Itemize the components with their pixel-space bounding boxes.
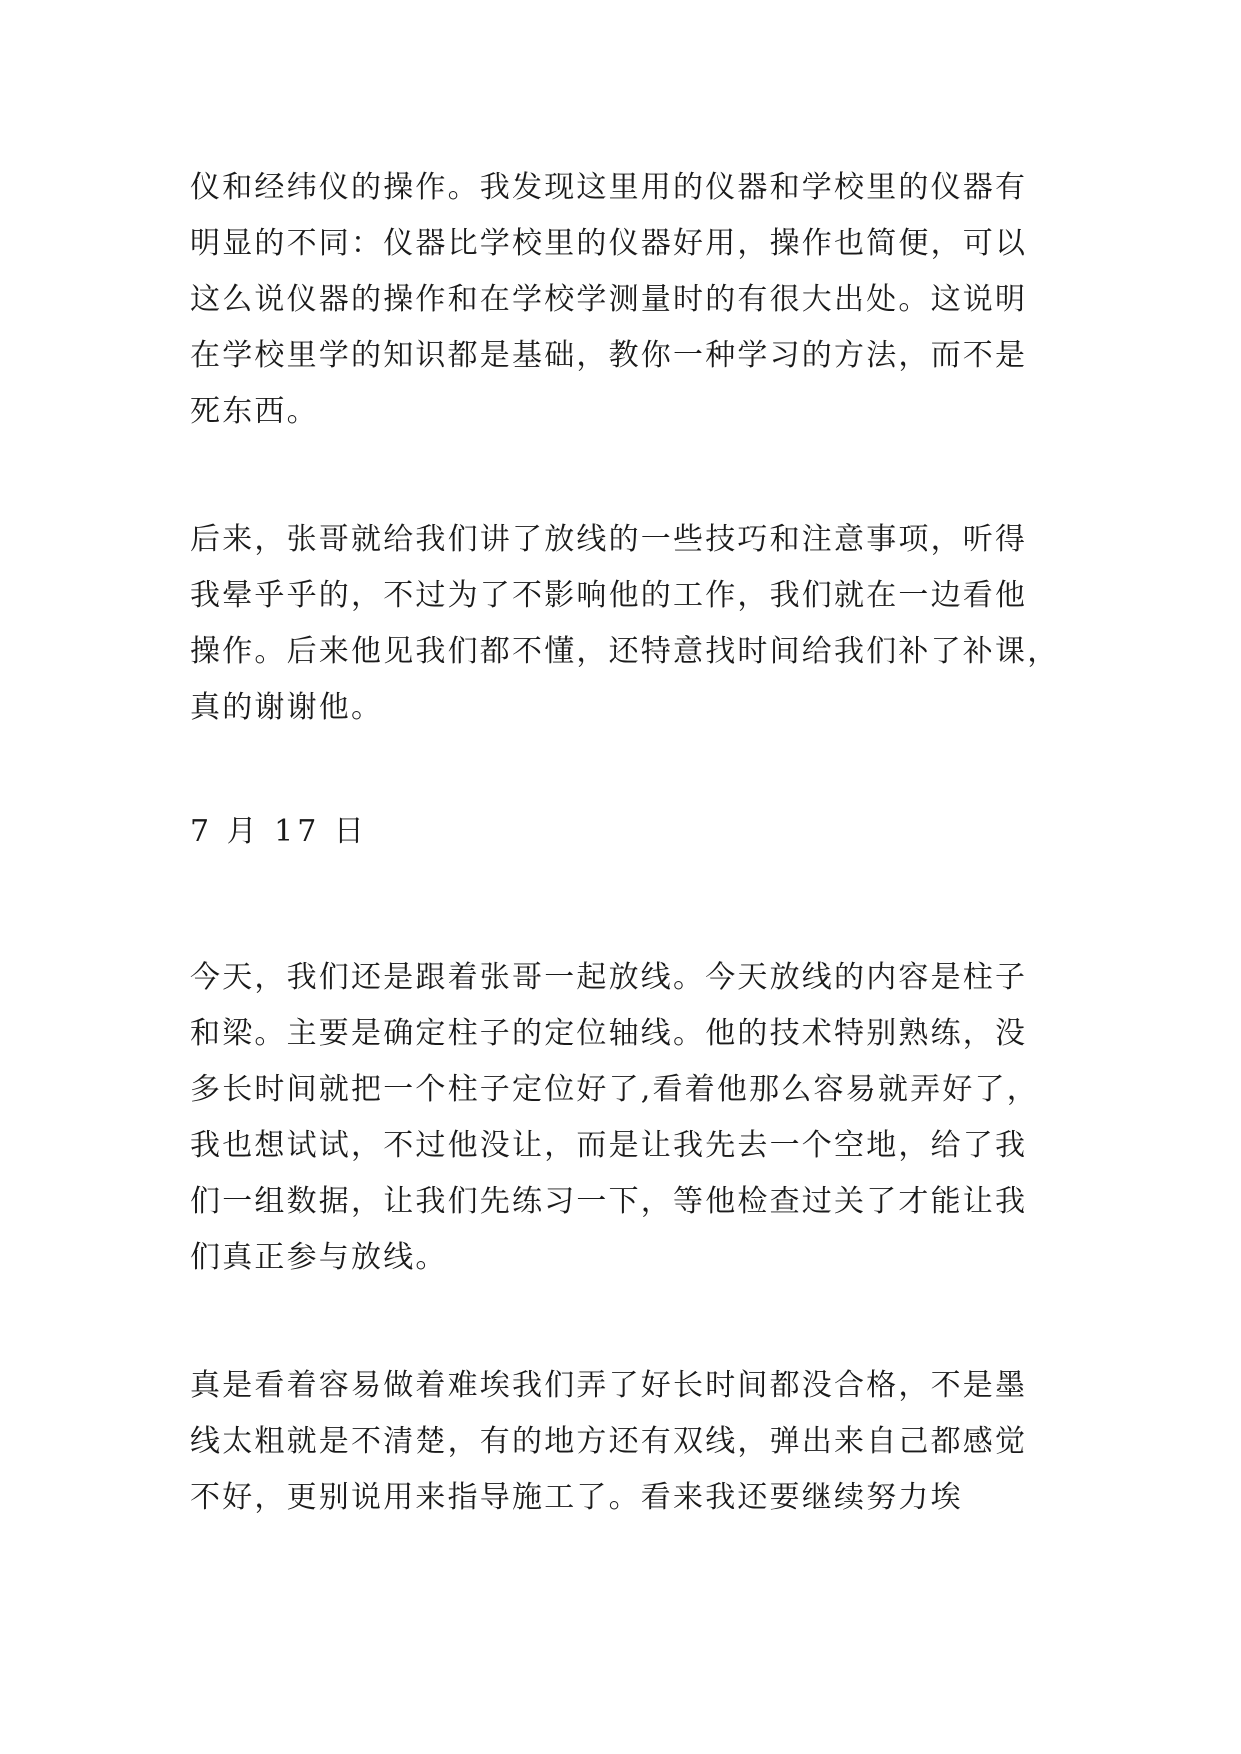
date-heading-block: [190, 804, 1050, 860]
paragraph-layout-tips: [190, 512, 1060, 736]
paragraph-spacer: [190, 440, 1050, 512]
text-line: 真是看着容易做着难埃我们弄了好长时间都没合格，不是墨: [190, 1368, 1028, 1403]
text-line: 死东西。: [190, 394, 319, 429]
paragraph-spacer: [190, 736, 1050, 804]
text-line: 操作。后来他见我们都不懂，还特意找时间给我们补了补课，: [190, 634, 1060, 669]
text-line: 我晕乎乎的，不过为了不影响他的工作，我们就在一边看他: [190, 578, 1028, 613]
text-line: 在学校里学的知识都是基础，教你一种学习的方法，而不是: [190, 338, 1028, 373]
paragraph-instrument-comparison: [190, 160, 1050, 440]
text-line: 后来，张哥就给我们讲了放线的一些技巧和注意事项，听得: [190, 522, 1028, 557]
text-line: 我也想试试，不过他没让，而是让我先去一个空地，给了我: [190, 1128, 1028, 1163]
date-heading: 7 月 17 日: [190, 814, 368, 849]
text-line: 们一组数据，让我们先练习一下，等他检查过关了才能让我: [190, 1184, 1028, 1219]
text-line: 今天，我们还是跟着张哥一起放线。今天放线的内容是柱子: [190, 960, 1028, 995]
paragraph-column-axis: [190, 950, 1050, 1286]
text-line: 和梁。主要是确定柱子的定位轴线。他的技术特别熟练，没: [190, 1016, 1028, 1051]
text-line: 线太粗就是不清楚，有的地方还有双线，弹出来自己都感觉: [190, 1424, 1028, 1459]
text-line: 真的谢谢他。: [190, 690, 384, 725]
text-line: 这么说仪器的操作和在学校学测量时的有很大出处。这说明: [190, 282, 1028, 317]
text-line: 多长时间就把一个柱子定位好了,看着他那么容易就弄好了，: [190, 1072, 1039, 1107]
text-line: 明显的不同：仪器比学校里的仪器好用，操作也简便，可以: [190, 226, 1028, 261]
paragraph-spacer: [190, 860, 1050, 950]
paragraph-practice-reflection: [190, 1358, 1050, 1526]
document-body: [190, 160, 1060, 1526]
text-line: 仪和经纬仪的操作。我发现这里用的仪器和学校里的仪器有: [190, 170, 1028, 205]
paragraph-spacer: [190, 1286, 1050, 1358]
text-line: 不好，更别说用来指导施工了。看来我还要继续努力埃: [190, 1480, 963, 1515]
text-line: 们真正参与放线。: [190, 1240, 448, 1275]
